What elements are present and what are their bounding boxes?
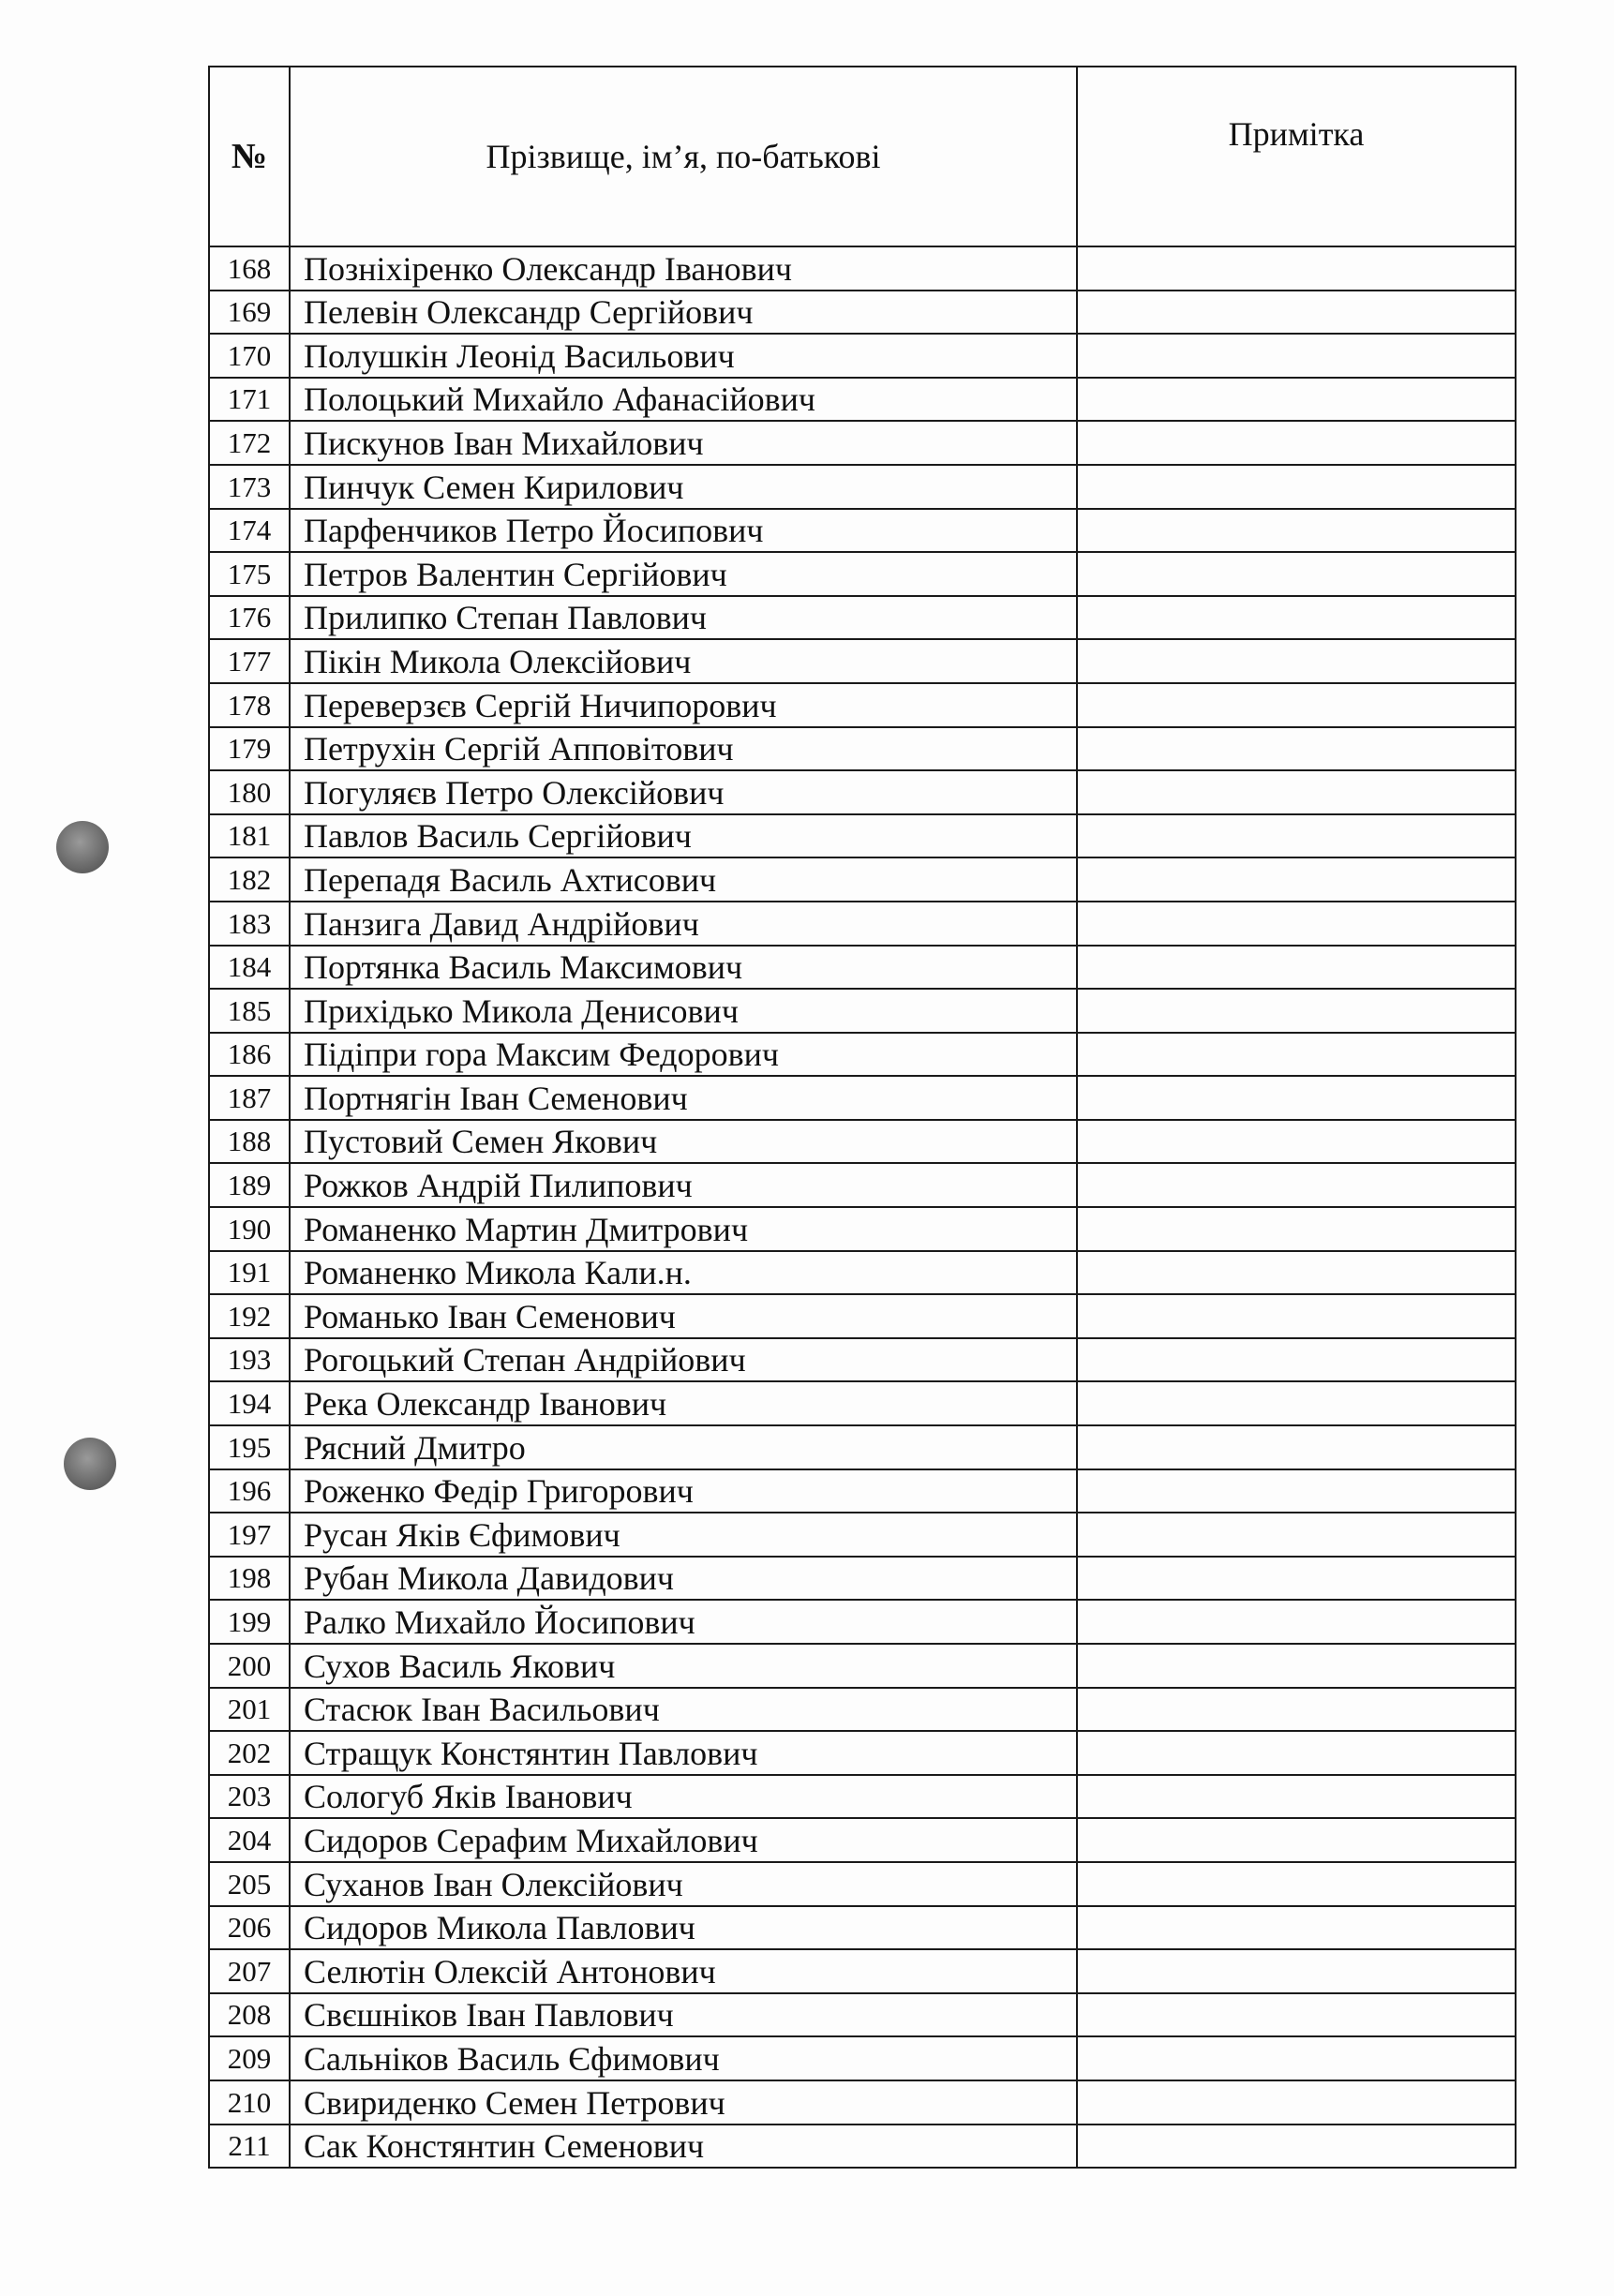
table-row (209, 1120, 1516, 1164)
row-full-name: Портянка Василь Максимович (290, 946, 1077, 990)
row-note (1077, 509, 1516, 553)
row-number: 198 (209, 1557, 290, 1601)
row-number: 185 (209, 989, 290, 1033)
row-note (1077, 902, 1516, 946)
row-full-name: Пустовий Семен Якович (290, 1120, 1077, 1164)
table-header-row (209, 67, 1516, 246)
row-full-name: Свириденко Семен Петрович (290, 2080, 1077, 2125)
table-row (209, 1513, 1516, 1557)
table-row (209, 552, 1516, 596)
table-row (209, 1688, 1516, 1732)
row-note (1077, 1381, 1516, 1425)
table-row (209, 814, 1516, 858)
row-number: 186 (209, 1033, 290, 1077)
row-note (1077, 639, 1516, 683)
table-row (209, 1381, 1516, 1425)
row-note (1077, 596, 1516, 640)
row-number: 190 (209, 1207, 290, 1251)
table-row (209, 1076, 1516, 1120)
table-row (209, 1469, 1516, 1513)
row-number: 207 (209, 1949, 290, 1993)
table-row (209, 1906, 1516, 1950)
table-row (209, 1949, 1516, 1993)
row-full-name: Сак Констянтин Семенович (290, 2125, 1077, 2169)
table-row (209, 1425, 1516, 1469)
table-row (209, 1163, 1516, 1207)
table-row (209, 2125, 1516, 2169)
row-note (1077, 246, 1516, 291)
row-note (1077, 727, 1516, 771)
row-full-name: Суханов Іван Олексійович (290, 1862, 1077, 1906)
table-row (209, 509, 1516, 553)
row-full-name: Пелевін Олександр Сергійович (290, 291, 1077, 335)
row-full-name: Підіпри гора Максим Федорович (290, 1033, 1077, 1077)
row-note (1077, 2036, 1516, 2080)
row-note (1077, 2080, 1516, 2125)
row-note (1077, 814, 1516, 858)
row-number: 204 (209, 1818, 290, 1862)
row-number: 188 (209, 1120, 290, 1164)
table-row (209, 946, 1516, 990)
row-note (1077, 1338, 1516, 1382)
row-number: 196 (209, 1469, 290, 1513)
row-full-name: Перепадя Василь Ахтисович (290, 857, 1077, 902)
row-full-name: Романенко Мартин Дмитрович (290, 1207, 1077, 1251)
row-full-name: Рясний Дмитро (290, 1425, 1077, 1469)
row-number: 172 (209, 421, 290, 465)
row-number: 173 (209, 465, 290, 509)
row-number: 192 (209, 1294, 290, 1338)
row-full-name: Сологуб Яків Іванович (290, 1775, 1077, 1819)
punch-hole-top (56, 821, 109, 873)
table-row (209, 596, 1516, 640)
row-full-name: Сухов Василь Якович (290, 1644, 1077, 1688)
row-number: 191 (209, 1251, 290, 1295)
table-row (209, 378, 1516, 422)
row-number: 194 (209, 1381, 290, 1425)
table-row (209, 1557, 1516, 1601)
row-full-name: Павлов Василь Сергійович (290, 814, 1077, 858)
row-number: 168 (209, 246, 290, 291)
row-number: 206 (209, 1906, 290, 1950)
table-row (209, 1731, 1516, 1775)
row-full-name: Русан Яків Єфимович (290, 1513, 1077, 1557)
row-full-name: Парфенчиков Петро Йосипович (290, 509, 1077, 553)
row-full-name: Петров Валентин Сергійович (290, 552, 1077, 596)
table-row (209, 1338, 1516, 1382)
table-row (209, 246, 1516, 291)
row-full-name: Рожков Андрій Пилипович (290, 1163, 1077, 1207)
row-note (1077, 1513, 1516, 1557)
row-number: 199 (209, 1600, 290, 1644)
row-full-name: Портнягін Іван Семенович (290, 1076, 1077, 1120)
row-note (1077, 857, 1516, 902)
table-row (209, 1818, 1516, 1862)
row-full-name: Полушкін Леонід Васильович (290, 334, 1077, 378)
row-full-name: Стращук Констянтин Павлович (290, 1731, 1077, 1775)
table-row (209, 989, 1516, 1033)
row-note (1077, 421, 1516, 465)
row-full-name: Прихідько Микола Денисович (290, 989, 1077, 1033)
row-number: 195 (209, 1425, 290, 1469)
row-number: 174 (209, 509, 290, 553)
row-full-name: Ралко Михайло Йосипович (290, 1600, 1077, 1644)
row-number: 205 (209, 1862, 290, 1906)
row-number: 184 (209, 946, 290, 990)
table-row (209, 1033, 1516, 1077)
row-full-name: Пинчук Семен Кирилович (290, 465, 1077, 509)
header-full-name: Прізвище, ім’я, по-батькові (290, 67, 1077, 246)
row-note (1077, 1600, 1516, 1644)
row-full-name: Романенко Микола Кали.н. (290, 1251, 1077, 1295)
table-row (209, 1207, 1516, 1251)
row-full-name: Сидоров Серафим Михайлович (290, 1818, 1077, 1862)
row-full-name: Свєшніков Іван Павлович (290, 1993, 1077, 2037)
table-row (209, 770, 1516, 814)
row-number: 211 (209, 2125, 290, 2169)
row-note (1077, 1033, 1516, 1077)
row-note (1077, 1688, 1516, 1732)
row-note (1077, 1906, 1516, 1950)
row-full-name: Пікін Микола Олексійович (290, 639, 1077, 683)
table-row (209, 727, 1516, 771)
table-row (209, 1294, 1516, 1338)
row-full-name: Роженко Федір Григорович (290, 1469, 1077, 1513)
table-row (209, 683, 1516, 727)
row-number: 197 (209, 1513, 290, 1557)
row-note (1077, 1251, 1516, 1295)
row-number: 177 (209, 639, 290, 683)
row-note (1077, 1076, 1516, 1120)
row-note (1077, 552, 1516, 596)
row-number: 208 (209, 1993, 290, 2037)
table-row (209, 421, 1516, 465)
table-row (209, 1775, 1516, 1819)
row-note (1077, 1644, 1516, 1688)
table-row (209, 902, 1516, 946)
row-full-name: Романько Іван Семенович (290, 1294, 1077, 1338)
row-note (1077, 291, 1516, 335)
row-number: 176 (209, 596, 290, 640)
row-note (1077, 1557, 1516, 1601)
row-note (1077, 1294, 1516, 1338)
row-number: 181 (209, 814, 290, 858)
row-full-name: Погуляєв Петро Олексійович (290, 770, 1077, 814)
row-note (1077, 1862, 1516, 1906)
row-full-name: Позніхіренко Олександр Іванович (290, 246, 1077, 291)
row-number: 175 (209, 552, 290, 596)
row-note (1077, 378, 1516, 422)
table-row (209, 1251, 1516, 1295)
row-number: 183 (209, 902, 290, 946)
row-full-name: Полоцький Михайло Афанасійович (290, 378, 1077, 422)
row-full-name: Река Олександр Іванович (290, 1381, 1077, 1425)
row-full-name: Рогоцький Степан Андрійович (290, 1338, 1077, 1382)
row-number: 178 (209, 683, 290, 727)
table-row (209, 2080, 1516, 2125)
row-note (1077, 1207, 1516, 1251)
table-row (209, 334, 1516, 378)
row-note (1077, 770, 1516, 814)
row-number: 210 (209, 2080, 290, 2125)
row-full-name: Прилипко Степан Павлович (290, 596, 1077, 640)
row-number: 200 (209, 1644, 290, 1688)
row-note (1077, 683, 1516, 727)
table-row (209, 1862, 1516, 1906)
row-number: 193 (209, 1338, 290, 1382)
row-number: 169 (209, 291, 290, 335)
row-note (1077, 1731, 1516, 1775)
row-full-name: Сидоров Микола Павлович (290, 1906, 1077, 1950)
table-row (209, 1993, 1516, 2037)
table-row (209, 1600, 1516, 1644)
row-full-name: Сальніков Василь Єфимович (290, 2036, 1077, 2080)
row-number: 202 (209, 1731, 290, 1775)
row-number: 201 (209, 1688, 290, 1732)
row-number: 187 (209, 1076, 290, 1120)
row-full-name: Стасюк Іван Васильович (290, 1688, 1077, 1732)
table-row (209, 857, 1516, 902)
row-full-name: Селютін Олексій Антонович (290, 1949, 1077, 1993)
row-note (1077, 1469, 1516, 1513)
register-table (208, 66, 1517, 2169)
row-note (1077, 1120, 1516, 1164)
row-note (1077, 1775, 1516, 1819)
row-number: 209 (209, 2036, 290, 2080)
punch-hole-bottom (64, 1438, 116, 1490)
row-full-name: Переверзєв Сергій Ничипорович (290, 683, 1077, 727)
table-row (209, 2036, 1516, 2080)
row-note (1077, 2125, 1516, 2169)
header-number: № (209, 67, 290, 246)
row-number: 189 (209, 1163, 290, 1207)
row-note (1077, 1949, 1516, 1993)
row-note (1077, 334, 1516, 378)
row-number: 170 (209, 334, 290, 378)
row-full-name: Рубан Микола Давидович (290, 1557, 1077, 1601)
header-note: Примітка (1077, 67, 1516, 246)
table-row (209, 291, 1516, 335)
table-row (209, 465, 1516, 509)
row-note (1077, 989, 1516, 1033)
row-full-name: Пискунов Іван Михайлович (290, 421, 1077, 465)
row-note (1077, 1993, 1516, 2037)
row-note (1077, 465, 1516, 509)
row-number: 171 (209, 378, 290, 422)
row-note (1077, 1818, 1516, 1862)
row-note (1077, 1163, 1516, 1207)
table-body (209, 246, 1516, 2168)
table-row (209, 1644, 1516, 1688)
row-number: 203 (209, 1775, 290, 1819)
table-row (209, 639, 1516, 683)
row-note (1077, 1425, 1516, 1469)
row-note (1077, 946, 1516, 990)
row-number: 182 (209, 857, 290, 902)
row-full-name: Панзига Давид Андрійович (290, 902, 1077, 946)
row-number: 180 (209, 770, 290, 814)
row-full-name: Петрухін Сергій Апповітович (290, 727, 1077, 771)
row-number: 179 (209, 727, 290, 771)
